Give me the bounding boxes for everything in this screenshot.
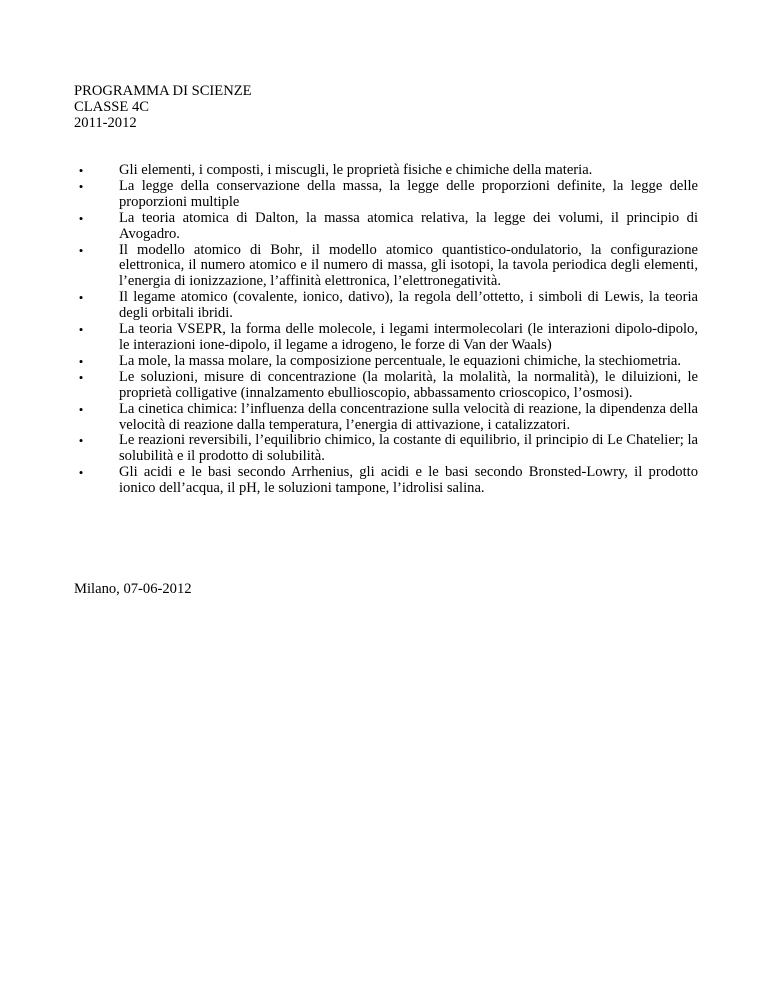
bullet-icon: • bbox=[78, 401, 84, 417]
list-item bbox=[74, 211, 698, 243]
bullet-icon: • bbox=[78, 290, 84, 306]
class-name: CLASSE 4C bbox=[74, 98, 150, 115]
list-item-text: La cinetica chimica: l’influenza della concentrazione sulla velocità di reazione, la dipendenza della velocità di reazione dalla temperatura, l’energia di attivazione, i catalizzatori. bbox=[119, 400, 698, 433]
bullet-icon: • bbox=[78, 163, 84, 178]
list-item-text: La teoria VSEPR, la forma delle molecole, i legami intermolecolari (le interazioni dipolo-dipolo, le interazioni ione-dipolo, il legame a idrogeno, le forze di Van der Waals) bbox=[119, 321, 698, 353]
list-item-text: Le soluzioni, misure di concentrazione (la molarità, la molalità, la normalità), le diluizioni, le proprietà colligative (innalzamento ebullioscopio, abbassamento crioscopico, l’osmosi). bbox=[119, 368, 698, 401]
topic-list bbox=[74, 163, 698, 497]
list-item-text: La mole, la massa molare, la composizione percentuale, le equazioni chimiche, la stechiometria. bbox=[119, 352, 682, 369]
bullet-icon: • bbox=[78, 369, 84, 385]
place-date: Milano, 07-06-2012 bbox=[74, 581, 192, 597]
list-item bbox=[74, 433, 698, 465]
list-item bbox=[74, 370, 698, 402]
bullet-icon: • bbox=[78, 178, 84, 194]
list-item-text: Gli acidi e le basi secondo Arrhenius, gli acidi e le basi secondo Bronsted-Lowry, il prodotto ionico dell’acqua, il pH, le soluzioni tampone, l’idrolisi salina. bbox=[119, 464, 698, 497]
list-item bbox=[74, 163, 698, 179]
list-item-text: Il legame atomico (covalente, ionico, dativo), la regola dell’ottetto, i simboli di Lewis, la teoria degli orbitali ibridi. bbox=[119, 289, 698, 322]
list-item bbox=[74, 354, 698, 370]
document-header bbox=[74, 84, 694, 132]
list-item bbox=[74, 243, 698, 291]
bullet-icon: • bbox=[78, 465, 84, 481]
list-item-text: La legge della conservazione della massa, la legge delle proporzioni definite, la legge delle proporzioni multiple bbox=[119, 177, 698, 210]
bullet-icon: • bbox=[78, 353, 84, 369]
list-item-text: La teoria atomica di Dalton, la massa atomica relativa, la legge dei volumi, il principio di Avogadro. bbox=[119, 209, 698, 242]
bullet-icon: • bbox=[78, 433, 84, 449]
list-item bbox=[74, 402, 698, 434]
bullet-icon: • bbox=[78, 322, 84, 338]
document-title: PROGRAMMA DI SCIENZE bbox=[74, 83, 252, 99]
list-item bbox=[74, 465, 698, 497]
list-item-text: Gli elementi, i composti, i miscugli, le proprietà fisiche e chimiche della materia. bbox=[119, 162, 593, 178]
school-year: 2011-2012 bbox=[74, 114, 137, 131]
list-item bbox=[74, 290, 698, 322]
list-item-text: Le reazioni reversibili, l’equilibrio chimico, la costante di equilibrio, il principio di Le Chatelier; la solubilità e il prodotto di solubilità. bbox=[119, 432, 698, 465]
list-item-text: Il modello atomico di Bohr, il modello atomico quantistico-ondulatorio, la configurazione elettronica, il numero atomico e il numero di massa, gli isotopi, la tavola periodica degli elementi, l’energia di ionizzazione, l’affinità elettronica, l’elettronegatività. bbox=[119, 241, 698, 290]
list-item bbox=[74, 179, 698, 211]
bullet-icon: • bbox=[78, 242, 84, 258]
bullet-icon: • bbox=[78, 210, 84, 226]
list-item bbox=[74, 322, 698, 354]
